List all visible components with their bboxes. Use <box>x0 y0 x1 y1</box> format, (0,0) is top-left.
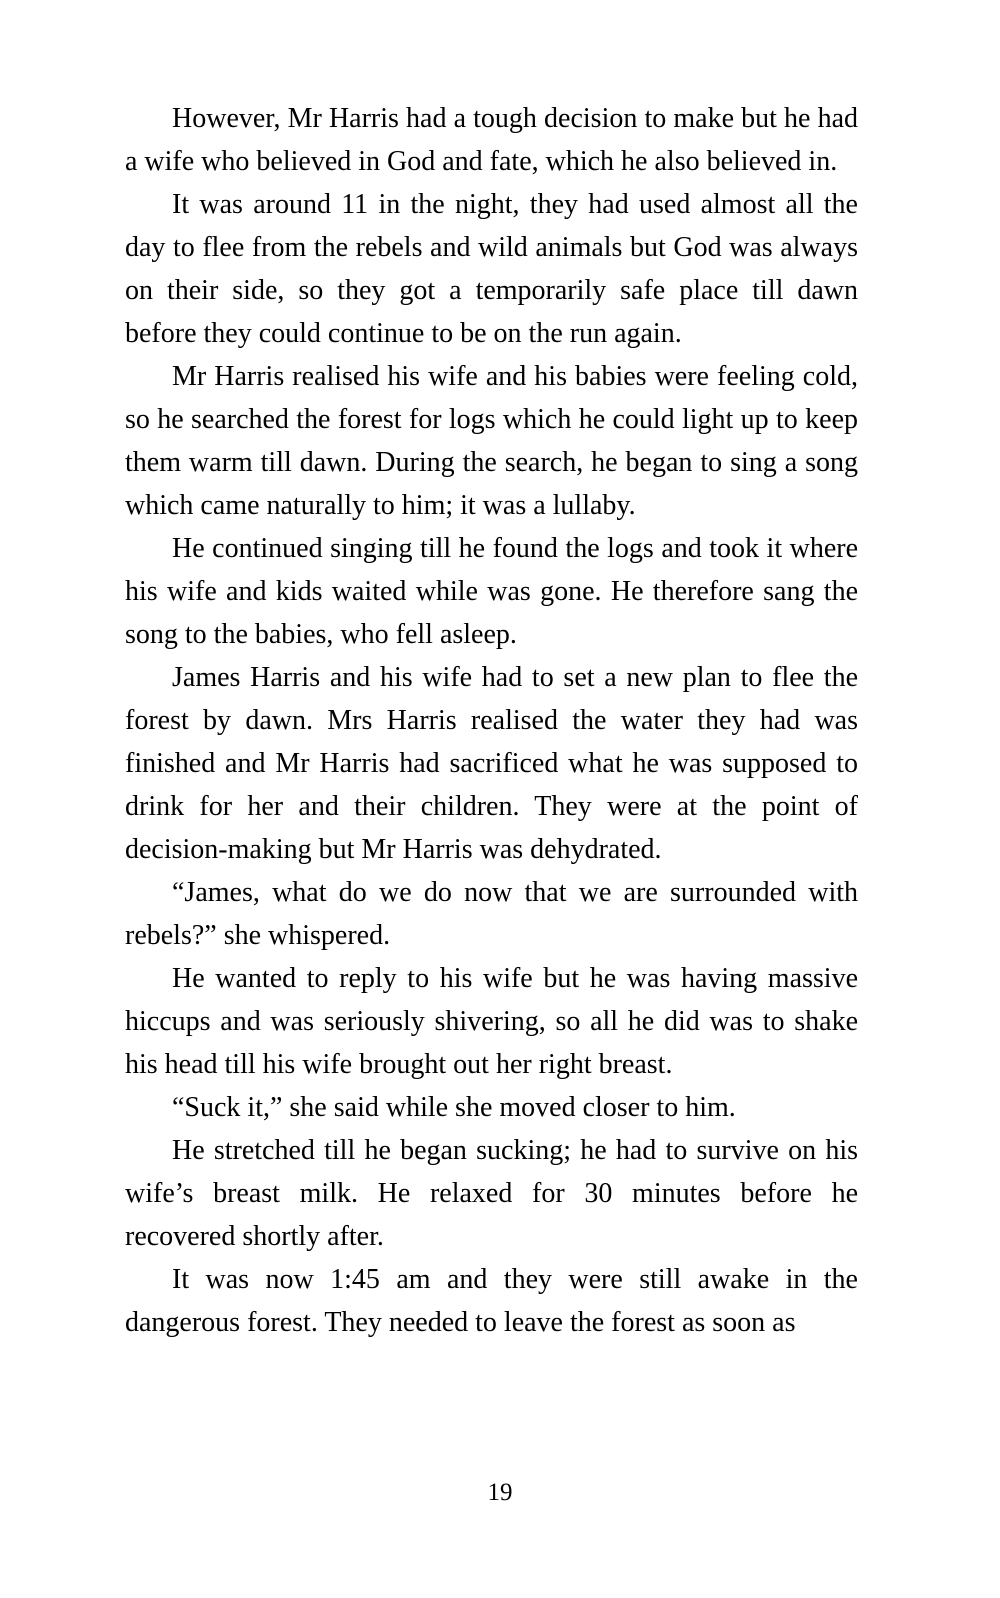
page-number: 19 <box>487 1479 513 1506</box>
paragraph: James Harris and his wife had to set a new plan to flee the forest by dawn. Mrs Harris realised the water they had was finished and Mr Harris had sacrificed what he was supposed to drink for her and their children. They were at the point of decision-making but Mr Harris was dehydrated. <box>125 662 858 865</box>
paragraph: He continued singing till he found the logs and took it where his wife and kids waited while was gone. He therefore sang the song to the babies, who fell asleep. <box>125 533 858 650</box>
paragraph: However, Mr Harris had a tough decision to make but he had a wife who believed in God and fate, which he also believed in. <box>125 103 858 177</box>
paragraph: He wanted to reply to his wife but he was having massive hiccups and was seriously shivering, so all he did was to shake his head till his wife brought out her right breast. <box>125 963 858 1080</box>
paragraph: He stretched till he began sucking; he had to survive on his wife’s breast milk. He relaxed for 30 minutes before he recovered shortly after. <box>125 1135 858 1252</box>
paragraph: It was around 11 in the night, they had used almost all the day to flee from the rebels and wild animals but God was always on their side, so they got a temporarily safe place till dawn before they could continue to be on the run again. <box>125 189 858 349</box>
body-text-block <box>125 97 858 1344</box>
paragraph: Mr Harris realised his wife and his babies were feeling cold, so he searched the forest for logs which he could light up to keep them warm till dawn. During the search, he began to sing a song which came naturally to him; it was a lullaby. <box>125 361 858 521</box>
paragraph: It was now 1:45 am and they were still awake in the dangerous forest. They needed to leave the forest as soon as <box>125 1264 858 1338</box>
paragraph: “Suck it,” she said while she moved closer to him. <box>172 1092 736 1123</box>
paragraph: “James, what do we do now that we are surrounded with rebels?” she whispered. <box>125 877 858 951</box>
